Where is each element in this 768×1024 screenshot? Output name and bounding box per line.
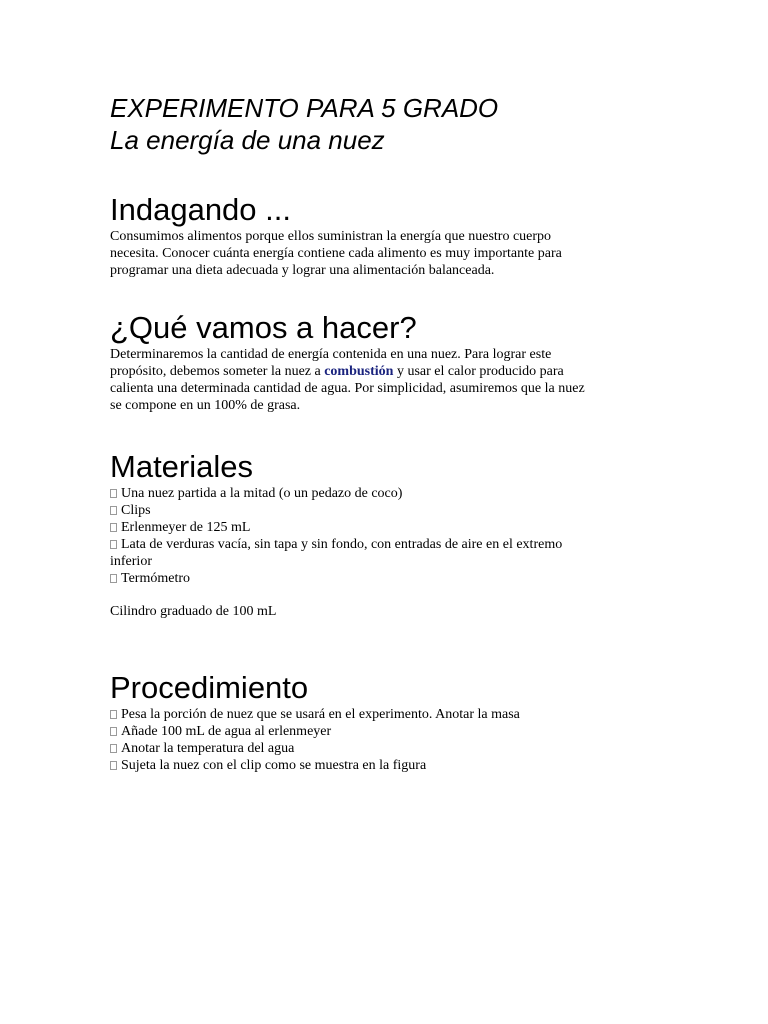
list-item — [110, 519, 590, 536]
heading-indagando: Indagando ... — [110, 192, 291, 227]
list-item — [110, 706, 590, 723]
que-hacer-text-end: y usar el calor producido para calienta una determinada cantidad de agua. Por simplicidad, asumiremos que la nuez se compone en un 100% de grasa. — [110, 364, 585, 413]
checkbox-bullet-icon — [110, 489, 117, 498]
checkbox-bullet-icon — [110, 710, 117, 719]
list-item-text: Lata de verduras vacía, sin tapa y sin fondo, con entradas de aire en el extremo inferior — [110, 537, 563, 569]
document-page — [110, 92, 590, 774]
list-item — [110, 723, 590, 740]
list-item — [110, 536, 590, 570]
list-item-text: Una nuez partida a la mitad (o un pedazo de coco) — [121, 486, 403, 501]
checkbox-bullet-icon — [110, 523, 117, 532]
list-item-text: Añade 100 mL de agua al erlenmeyer — [121, 724, 332, 739]
checkbox-bullet-icon — [110, 727, 117, 736]
checkbox-bullet-icon — [110, 540, 117, 549]
list-item-text: Erlenmeyer de 125 mL — [121, 520, 251, 535]
materiales-list — [110, 485, 590, 587]
document-subtitle: La energía de una nuez — [110, 125, 385, 155]
materiales-extra: Cilindro graduado de 100 mL — [110, 604, 277, 619]
list-item — [110, 502, 590, 519]
heading-que-vamos-a-hacer: ¿Qué vamos a hacer? — [110, 310, 417, 345]
checkbox-bullet-icon — [110, 574, 117, 583]
list-item-text: Termómetro — [121, 571, 190, 586]
list-item — [110, 757, 590, 774]
que-hacer-text — [110, 346, 590, 414]
checkbox-bullet-icon — [110, 744, 117, 753]
list-item-text: Anotar la temperatura del agua — [121, 741, 295, 756]
indagando-text: Consumimos alimentos porque ellos suministran la energía que nuestro cuerpo necesita. Conocer cuánta energía contiene cada alimento es muy importante para programar una dieta adecuada y lograr una alimentación balanceada. — [110, 229, 562, 278]
list-item — [110, 485, 590, 502]
document-title: EXPERIMENTO PARA 5 GRADO — [110, 93, 499, 123]
heading-materiales: Materiales — [110, 449, 253, 484]
que-hacer-text-start: Determinaremos la cantidad de energía contenida en una nuez. Para lograr este propósito, debemos someter la nuez a — [110, 347, 552, 379]
checkbox-bullet-icon — [110, 506, 117, 515]
heading-procedimiento: Procedimiento — [110, 670, 309, 705]
combustion-link[interactable]: combustión — [324, 364, 394, 379]
list-item-text: Pesa la porción de nuez que se usará en el experimento. Anotar la masa — [121, 707, 520, 722]
list-item — [110, 740, 590, 757]
procedimiento-list — [110, 706, 590, 774]
list-item-text: Clips — [121, 503, 151, 518]
list-item — [110, 570, 590, 587]
list-item-text: Sujeta la nuez con el clip como se muestra en la figura — [121, 758, 427, 773]
checkbox-bullet-icon — [110, 761, 117, 770]
